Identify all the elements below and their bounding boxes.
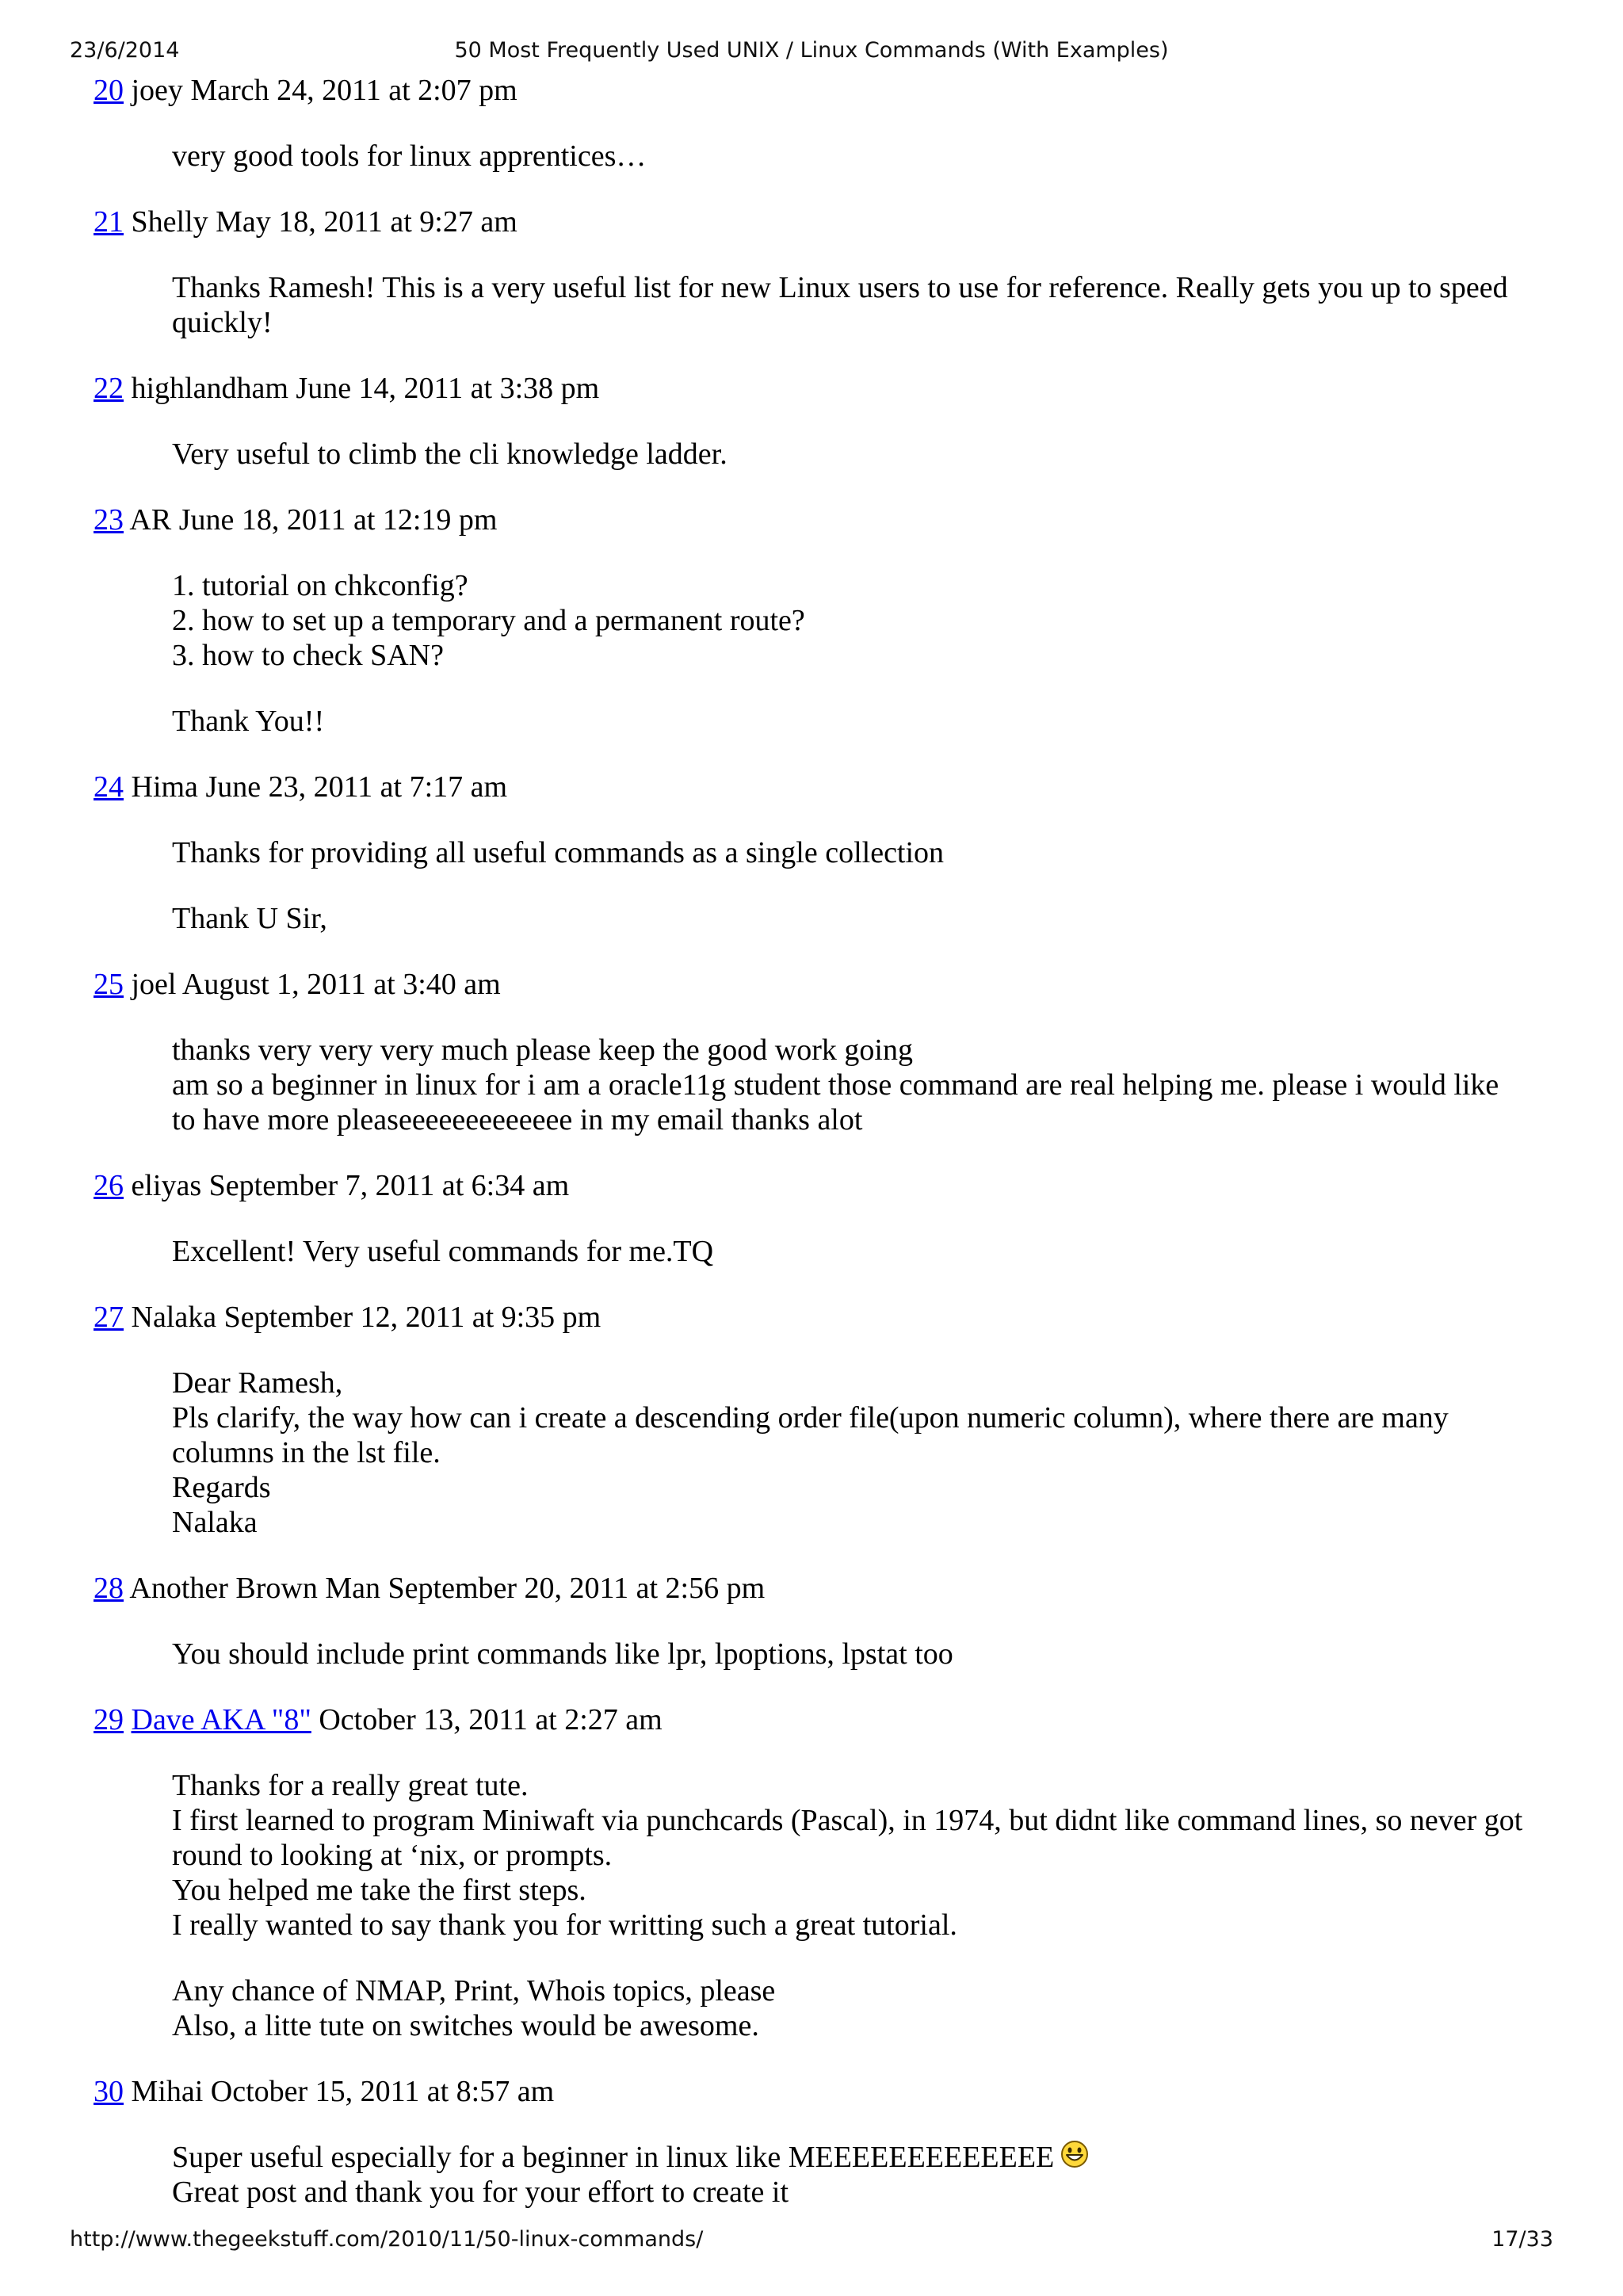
comment-text: Thanks Ramesh! This is a very useful list for new Linux users to use for reference. Really gets you up to speed quickly!: [172, 271, 1508, 339]
comment-permalink[interactable]: 21: [94, 205, 124, 239]
comment-date: September 20, 2011 at 2:56 pm: [388, 1572, 766, 1605]
comment-permalink[interactable]: 27: [94, 1301, 124, 1334]
comment-paragraph: [172, 437, 1528, 472]
comment-text: Thank You!!: [172, 705, 325, 738]
comment-body: [172, 139, 1544, 174]
comment-text-line: [172, 1637, 1528, 1671]
comment-date: October 15, 2011 at 8:57 am: [210, 2075, 555, 2108]
comment-author: eliyas: [131, 1169, 202, 1202]
comment-text: thanks very very very much please keep the good work going: [172, 1033, 913, 1067]
comment-author: Nalaka: [131, 1301, 217, 1334]
comment-paragraph: [172, 1768, 1528, 1943]
comment-body: [172, 568, 1544, 739]
comment-text: Nalaka: [172, 1506, 258, 1539]
comment-text-line: [172, 568, 1528, 603]
comment-paragraph: [172, 835, 1528, 870]
comment-text: Any chance of NMAP, Print, Whois topics, please: [172, 1974, 776, 2008]
comment-permalink[interactable]: 30: [94, 2075, 124, 2108]
comment-text-line: [172, 1908, 1528, 1943]
comment-author: AR: [129, 503, 172, 537]
comment-author: highlandham: [131, 372, 288, 405]
comment-date: June 18, 2011 at 12:19 pm: [178, 503, 498, 537]
comment-permalink[interactable]: 23: [94, 503, 124, 537]
comment-body: [172, 270, 1544, 340]
comment-text-line: [172, 139, 1528, 174]
comment-date: June 14, 2011 at 3:38 pm: [296, 372, 600, 405]
print-header: [70, 38, 1553, 67]
comment-paragraph: [172, 1637, 1528, 1671]
comment-date: March 24, 2011 at 2:07 pm: [190, 74, 517, 107]
comment-body: [172, 835, 1544, 936]
comment-item: [94, 1571, 1544, 1671]
comment-permalink[interactable]: 24: [94, 770, 124, 804]
comment-text: You should include print commands like lpr, lpoptions, lpstat too: [172, 1637, 953, 1671]
comment-text-line: [172, 1033, 1528, 1068]
comment-header: [94, 2074, 1544, 2109]
comment-date: September 7, 2011 at 6:34 am: [208, 1169, 570, 1202]
comment-header: [94, 1168, 1544, 1203]
print-footer: [70, 2227, 1553, 2256]
comment-body: [172, 1234, 1544, 1269]
comment-text: Regards: [172, 1471, 271, 1504]
comment-text: 3. how to check SAN?: [172, 639, 444, 672]
comment-body: [172, 1637, 1544, 1671]
comment-text-line: [172, 1803, 1528, 1873]
comment-text-line: [172, 437, 1528, 472]
comment-text-line: [172, 1366, 1528, 1400]
comment-author: joey: [131, 74, 183, 107]
comment-text-line: [172, 835, 1528, 870]
comment-header: [94, 204, 1544, 239]
comment-text: 1. tutorial on chkconfig?: [172, 569, 468, 602]
comment-author: joel: [131, 968, 177, 1001]
comment-text-line: [172, 2175, 1528, 2210]
comment-permalink[interactable]: 25: [94, 968, 124, 1001]
comment-body: [172, 1366, 1544, 1540]
comment-item: [94, 1702, 1544, 2043]
print-date: 23/6/2014: [70, 38, 180, 63]
comment-paragraph: [172, 568, 1528, 673]
comment-text: I first learned to program Miniwaft via punchcards (Pascal), in 1974, but didnt like command lines, so never got round to looking at ‘nix, or prompts.: [172, 1804, 1523, 1872]
comment-text-line: [172, 603, 1528, 638]
comment-date: May 18, 2011 at 9:27 am: [216, 205, 517, 239]
comment-body: [172, 1768, 1544, 2043]
comment-permalink[interactable]: 20: [94, 74, 124, 107]
comment-text: 2. how to set up a temporary and a permanent route?: [172, 604, 805, 637]
comment-paragraph: [172, 1973, 1528, 2043]
comment-header: [94, 770, 1544, 804]
comment-date: June 23, 2011 at 7:17 am: [205, 770, 508, 804]
comment-author-link[interactable]: Dave AKA "8": [131, 1703, 311, 1736]
comment-text: Thank U Sir,: [172, 902, 327, 935]
comment-paragraph: [172, 139, 1528, 174]
comment-text-line: [172, 2140, 1528, 2175]
comment-text-line: [172, 901, 1528, 936]
comment-date: August 1, 2011 at 3:40 am: [181, 968, 501, 1001]
comment-date: September 12, 2011 at 9:35 pm: [223, 1301, 601, 1334]
comment-text: Very useful to climb the cli knowledge ladder.: [172, 437, 727, 471]
comment-paragraph: [172, 901, 1528, 936]
comment-header: [94, 502, 1544, 537]
comment-permalink[interactable]: 28: [94, 1572, 124, 1605]
comment-author: Hima: [131, 770, 198, 804]
comment-text: Excellent! Very useful commands for me.TQ: [172, 1235, 714, 1268]
comment-text-line: [172, 1873, 1528, 1908]
comment-text: You helped me take the first steps.: [172, 1874, 586, 1907]
comment-body: [172, 1033, 1544, 1137]
comment-text: Thanks for providing all useful commands as a single collection: [172, 836, 945, 869]
comment-list: [94, 73, 1544, 2241]
comment-text: I really wanted to say thank you for writting such a great tutorial.: [172, 1908, 957, 1942]
comment-author: Shelly: [131, 205, 208, 239]
comment-text: Pls clarify, the way how can i create a descending order file(upon numeric column), where there are many columns in the lst file.: [172, 1401, 1449, 1469]
comment-permalink[interactable]: 26: [94, 1169, 124, 1202]
comment-text: Super useful especially for a beginner in linux like MEEEEEEEEEEEEE: [172, 2141, 1055, 2174]
comment-author: Mihai: [131, 2075, 204, 2108]
comment-text: am so a beginner in linux for i am a oracle11g student those command are real helping me. please i would like to have more pleaseeeeeeeeeeeee in my email thanks alot: [172, 1068, 1499, 1137]
comment-text-line: [172, 704, 1528, 739]
comment-header: [94, 1571, 1544, 1606]
comment-permalink[interactable]: 29: [94, 1703, 124, 1736]
smiley-emoji-icon: [1060, 2140, 1089, 2168]
comment-header: [94, 73, 1544, 108]
comment-text-line: [172, 1400, 1528, 1470]
comment-header: [94, 371, 1544, 406]
print-page-number: 17/33: [1491, 2227, 1553, 2252]
comment-header: [94, 967, 1544, 1002]
comment-text-line: [172, 1068, 1528, 1137]
comment-header: [94, 1300, 1544, 1335]
comment-text-line: [172, 270, 1528, 340]
comment-item: [94, 1300, 1544, 1540]
comment-paragraph: [172, 1234, 1528, 1269]
comment-body: [172, 2140, 1544, 2210]
comment-permalink[interactable]: 22: [94, 372, 124, 405]
comment-paragraph: [172, 2140, 1528, 2210]
comment-paragraph: [172, 1033, 1528, 1137]
comment-text: very good tools for linux apprentices…: [172, 139, 647, 173]
print-url: http://www.thegeekstuff.com/2010/11/50-linux-commands/: [70, 2227, 704, 2252]
comment-text: Also, a litte tute on switches would be awesome.: [172, 2009, 759, 2042]
comment-author: Another Brown Man: [129, 1572, 381, 1605]
comment-item: [94, 73, 1544, 174]
comment-text-line: [172, 1973, 1528, 2008]
comment-item: [94, 770, 1544, 936]
comment-text: Dear Ramesh,: [172, 1366, 343, 1400]
comment-text-line: [172, 2008, 1528, 2043]
comment-text: Great post and thank you for your effort to create it: [172, 2176, 789, 2209]
comment-text-line: [172, 1234, 1528, 1269]
comment-paragraph: [172, 270, 1528, 340]
comment-text-line: [172, 1505, 1528, 1540]
comment-paragraph: [172, 704, 1528, 739]
print-page-title: 50 Most Frequently Used UNIX / Linux Commands (With Examples): [454, 38, 1169, 63]
comment-body: [172, 437, 1544, 472]
comment-text-line: [172, 1470, 1528, 1505]
comment-date: October 13, 2011 at 2:27 am: [319, 1703, 663, 1736]
comment-item: [94, 1168, 1544, 1269]
comment-item: [94, 371, 1544, 472]
comment-item: [94, 204, 1544, 340]
comment-text-line: [172, 638, 1528, 673]
comment-item: [94, 502, 1544, 739]
comment-paragraph: [172, 1366, 1528, 1540]
comment-item: [94, 967, 1544, 1137]
comment-text: Thanks for a really great tute.: [172, 1769, 529, 1802]
comment-text-line: [172, 1768, 1528, 1803]
comment-item: [94, 2074, 1544, 2210]
comment-header: [94, 1702, 1544, 1737]
